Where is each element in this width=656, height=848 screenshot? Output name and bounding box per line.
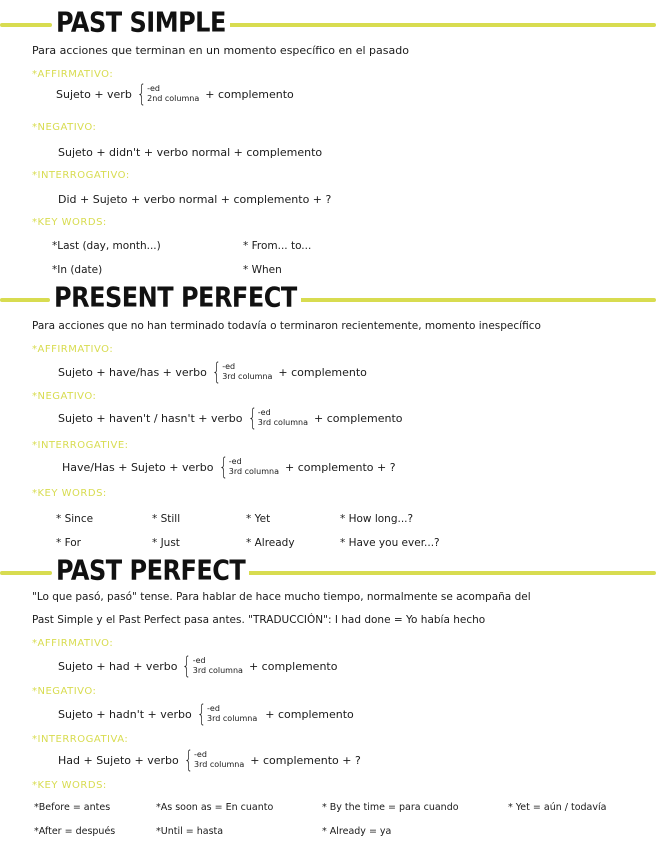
interrogative-label: *INTERROGATIVA: <box>32 734 129 745</box>
section-description-line-1: "Lo que pasó, pasó" tense. Para hablar de hace mucho tiempo, normalmente se acompaña del <box>32 591 531 603</box>
key-word: * Yet = aún / todavía <box>508 802 607 813</box>
formula-start: Sujeto + haven't / hasn't + verbo <box>58 411 243 425</box>
section-title: PRESENT PERFECT <box>50 281 301 313</box>
affirmative-label: *AFFIRMATIVO: <box>32 638 114 649</box>
key-word: * When <box>243 264 282 276</box>
formula-end: + complemento + ? <box>250 753 361 767</box>
options-brace: { -ed 2nd columna <box>136 80 200 108</box>
formula-end: + complemento <box>205 87 294 101</box>
key-word: * Already <box>246 537 295 549</box>
key-word: * For <box>56 537 81 549</box>
option-ed: -ed <box>147 84 160 93</box>
option-column: 3rd columna <box>222 372 273 381</box>
formula-end: + complemento <box>265 707 354 721</box>
formula-start: Had + Sujeto + verbo <box>58 753 179 767</box>
present-perfect-header <box>0 281 656 315</box>
key-word: *Until = hasta <box>156 826 224 837</box>
options-brace: { -ed 3rd columna <box>182 652 243 680</box>
affirmative-formula <box>58 654 337 678</box>
negative-label: *NEGATIVO: <box>32 122 97 133</box>
key-word: * From... to... <box>243 240 312 252</box>
header-rule-right <box>200 23 656 27</box>
affirmative-formula <box>56 82 294 106</box>
affirmative-label: *AFFIRMATIVO: <box>32 344 114 355</box>
key-word: * Still <box>152 513 181 525</box>
key-word: *In (date) <box>52 264 103 276</box>
affirmative-formula <box>58 360 367 384</box>
negative-formula <box>58 406 403 430</box>
options-brace: { -ed 3rd columna <box>211 358 273 386</box>
formula-start: Sujeto + hadn't + verbo <box>58 707 192 721</box>
past-simple-header <box>0 6 656 40</box>
header-rule-left <box>0 23 52 27</box>
interrogative-label: *INTERROGATIVE: <box>32 440 129 451</box>
options-brace: { -ed 3rd columna <box>218 453 279 481</box>
formula-start: Sujeto + verb <box>56 87 132 101</box>
formula-end: + complemento <box>278 365 367 379</box>
option-ed: -ed <box>222 362 236 371</box>
key-word: * Already = ya <box>322 826 392 837</box>
option-column: 3rd columna <box>207 714 258 723</box>
header-rule-right <box>284 298 656 302</box>
option-column: 3rd columna <box>228 467 279 476</box>
section-description: Para acciones que terminan en un momento específico en el pasado <box>32 44 409 57</box>
options-brace: { -ed 3rd columna <box>196 700 258 728</box>
option-column: 3rd columna <box>192 666 243 675</box>
section-title: PAST PERFECT <box>52 554 249 586</box>
option-ed: -ed <box>194 750 207 759</box>
interrogative-formula <box>62 455 396 479</box>
header-rule-left <box>0 298 50 302</box>
key-words-label: *KEY WORDS: <box>32 488 107 499</box>
section-title: PAST SIMPLE <box>52 6 230 38</box>
key-word: * Just <box>152 537 180 549</box>
affirmative-label: *AFFIRMATIVO: <box>32 69 114 80</box>
options-brace: { -ed 3rd columna <box>183 746 245 774</box>
interrogative-label: *INTERROGATIVO: <box>32 170 130 181</box>
past-perfect-header <box>0 554 656 588</box>
negative-formula <box>58 702 354 726</box>
options-brace: { -ed 3rd columna <box>247 404 309 432</box>
key-word: *As soon as = En cuanto <box>156 802 274 813</box>
formula-start: Have/Has + Sujeto + verbo <box>62 460 214 474</box>
negative-label: *NEGATIVO: <box>32 391 97 402</box>
option-ed: -ed <box>228 457 242 466</box>
section-description-line-2: Past Simple y el Past Perfect pasa antes. "TRADUCCIÓN": I had done = Yo había hecho <box>32 614 486 626</box>
header-rule-left <box>0 571 52 575</box>
key-word: * Have you ever...? <box>340 537 440 549</box>
key-word: *After = después <box>34 826 116 837</box>
option-column: 2nd columna <box>147 94 200 103</box>
option-column: 3rd columna <box>194 760 245 769</box>
formula-start: Sujeto + had + verbo <box>58 659 178 673</box>
formula-start: Sujeto + have/has + verbo <box>58 365 207 379</box>
formula-end: + complemento <box>248 659 338 673</box>
key-word: * How long...? <box>340 513 414 525</box>
option-ed: -ed <box>192 656 206 665</box>
section-description: Para acciones que no han terminado todavía o terminaron recientemente, momento inespecífico <box>32 320 541 332</box>
key-words-label: *KEY WORDS: <box>32 780 107 791</box>
negative-formula: Sujeto + didn't + verbo normal + complemento <box>58 146 323 159</box>
formula-end: + complemento <box>314 411 403 425</box>
formula-end: + complemento + ? <box>285 460 396 474</box>
negative-label: *NEGATIVO: <box>32 686 97 697</box>
interrogative-formula <box>58 748 361 772</box>
key-word: *Before = antes <box>34 802 111 813</box>
header-rule-right <box>204 571 656 575</box>
option-column: 3rd columna <box>257 418 309 427</box>
key-word: *Last (day, month...) <box>52 240 161 252</box>
option-ed: -ed <box>257 408 271 417</box>
key-word: * Since <box>56 513 94 525</box>
key-words-label: *KEY WORDS: <box>32 217 107 228</box>
key-word: * Yet <box>246 513 271 525</box>
option-ed: -ed <box>207 704 220 713</box>
interrogative-formula: Did + Sujeto + verbo normal + complemento + ? <box>58 193 332 206</box>
key-word: * By the time = para cuando <box>322 802 459 813</box>
